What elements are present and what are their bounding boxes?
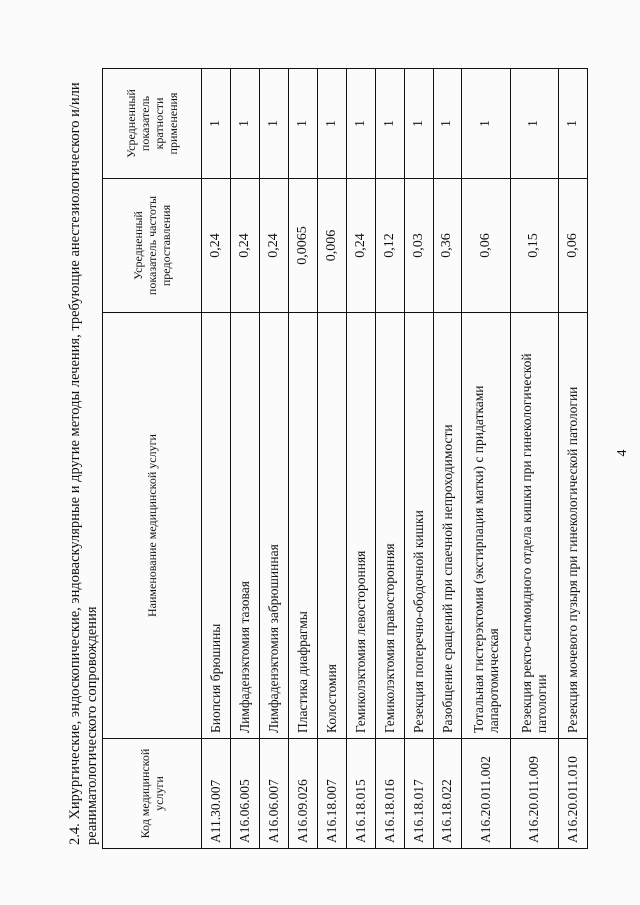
header-name: Наименование медицинской услуги (103, 313, 202, 739)
service-code: A16.20.011.009 (510, 739, 558, 849)
service-code: A16.20.011.010 (558, 739, 587, 849)
table-row (259, 69, 288, 849)
frequency-value: 0,36 (433, 179, 462, 313)
service-name: Гемиколэктомия левосторонняя (346, 313, 375, 739)
table-row (462, 69, 510, 849)
frequency-value: 0,12 (375, 179, 404, 313)
table-row (404, 69, 433, 849)
service-code: A16.20.011.002 (462, 739, 510, 849)
multiplicity-value: 1 (288, 69, 317, 179)
header-frequency: Усредненный показатель частоты предоставления (103, 179, 202, 313)
service-name: Колостомия (317, 313, 346, 739)
service-code: A16.18.015 (346, 739, 375, 849)
frequency-value: 0,06 (462, 179, 510, 313)
table-row (317, 69, 346, 849)
frequency-value: 0,24 (230, 179, 259, 313)
multiplicity-value: 1 (375, 69, 404, 179)
service-code: A16.18.022 (433, 739, 462, 849)
multiplicity-value: 1 (404, 69, 433, 179)
frequency-value: 0,15 (510, 179, 558, 313)
service-name: Пластика диафрагмы (288, 313, 317, 739)
frequency-value: 0,0065 (288, 179, 317, 313)
table-row (202, 69, 231, 849)
service-name: Резекция ректо-сигмоидного отдела кишки при гинекологической патологии (510, 313, 558, 739)
frequency-value: 0,06 (558, 179, 587, 313)
service-code: A16.09.026 (288, 739, 317, 849)
table-row (433, 69, 462, 849)
rotated-content (66, 69, 588, 849)
section-heading: 2.4. Хирургические, эндоскопические, эндоваскулярные и другие методы лечения, требующие анестезиологического и/или реаниматологического сопровождения (67, 82, 100, 845)
multiplicity-value: 1 (510, 69, 558, 179)
table-row (230, 69, 259, 849)
multiplicity-value: 1 (462, 69, 510, 179)
multiplicity-value: 1 (230, 69, 259, 179)
multiplicity-value: 1 (558, 69, 587, 179)
header-code: Код медицинской услуги (103, 739, 202, 849)
service-name: Резекция поперечно-ободочной кишки (404, 313, 433, 739)
frequency-value: 0,006 (317, 179, 346, 313)
service-code: A16.06.007 (259, 739, 288, 849)
service-code: A16.18.016 (375, 739, 404, 849)
table-row (346, 69, 375, 849)
table-row (510, 69, 558, 849)
service-code: A16.06.005 (230, 739, 259, 849)
multiplicity-value: 1 (317, 69, 346, 179)
table-header-row (103, 69, 202, 849)
multiplicity-value: 1 (202, 69, 231, 179)
service-code: A16.18.007 (317, 739, 346, 849)
frequency-value: 0,03 (404, 179, 433, 313)
table-row (288, 69, 317, 849)
services-table (102, 68, 588, 849)
service-name: Лимфаденэктомия тазовая (230, 313, 259, 739)
service-name: Разобщение сращений при спаечной непроходимости (433, 313, 462, 739)
page-number: 4 (615, 449, 630, 457)
frequency-value: 0,24 (259, 179, 288, 313)
multiplicity-value: 1 (433, 69, 462, 179)
service-name: Гемиколэктомия правосторонняя (375, 313, 404, 739)
service-name: Тотальная гистерэктомия (экстирпация матки) с придатками лапаротомическая (462, 313, 510, 739)
multiplicity-value: 1 (259, 69, 288, 179)
service-name: Биопсия брюшины (202, 313, 231, 739)
service-code: A16.18.017 (404, 739, 433, 849)
frequency-value: 0,24 (202, 179, 231, 313)
multiplicity-value: 1 (346, 69, 375, 179)
table-row (375, 69, 404, 849)
service-name: Лимфаденэктомия забрюшинная (259, 313, 288, 739)
service-code: A11.30.007 (202, 739, 231, 849)
service-name: Резекция мочевого пузыря при гинекологической патологии (558, 313, 587, 739)
header-multiplicity: Усредненный показатель кратности применения (103, 69, 202, 179)
table-row (558, 69, 587, 849)
frequency-value: 0,24 (346, 179, 375, 313)
